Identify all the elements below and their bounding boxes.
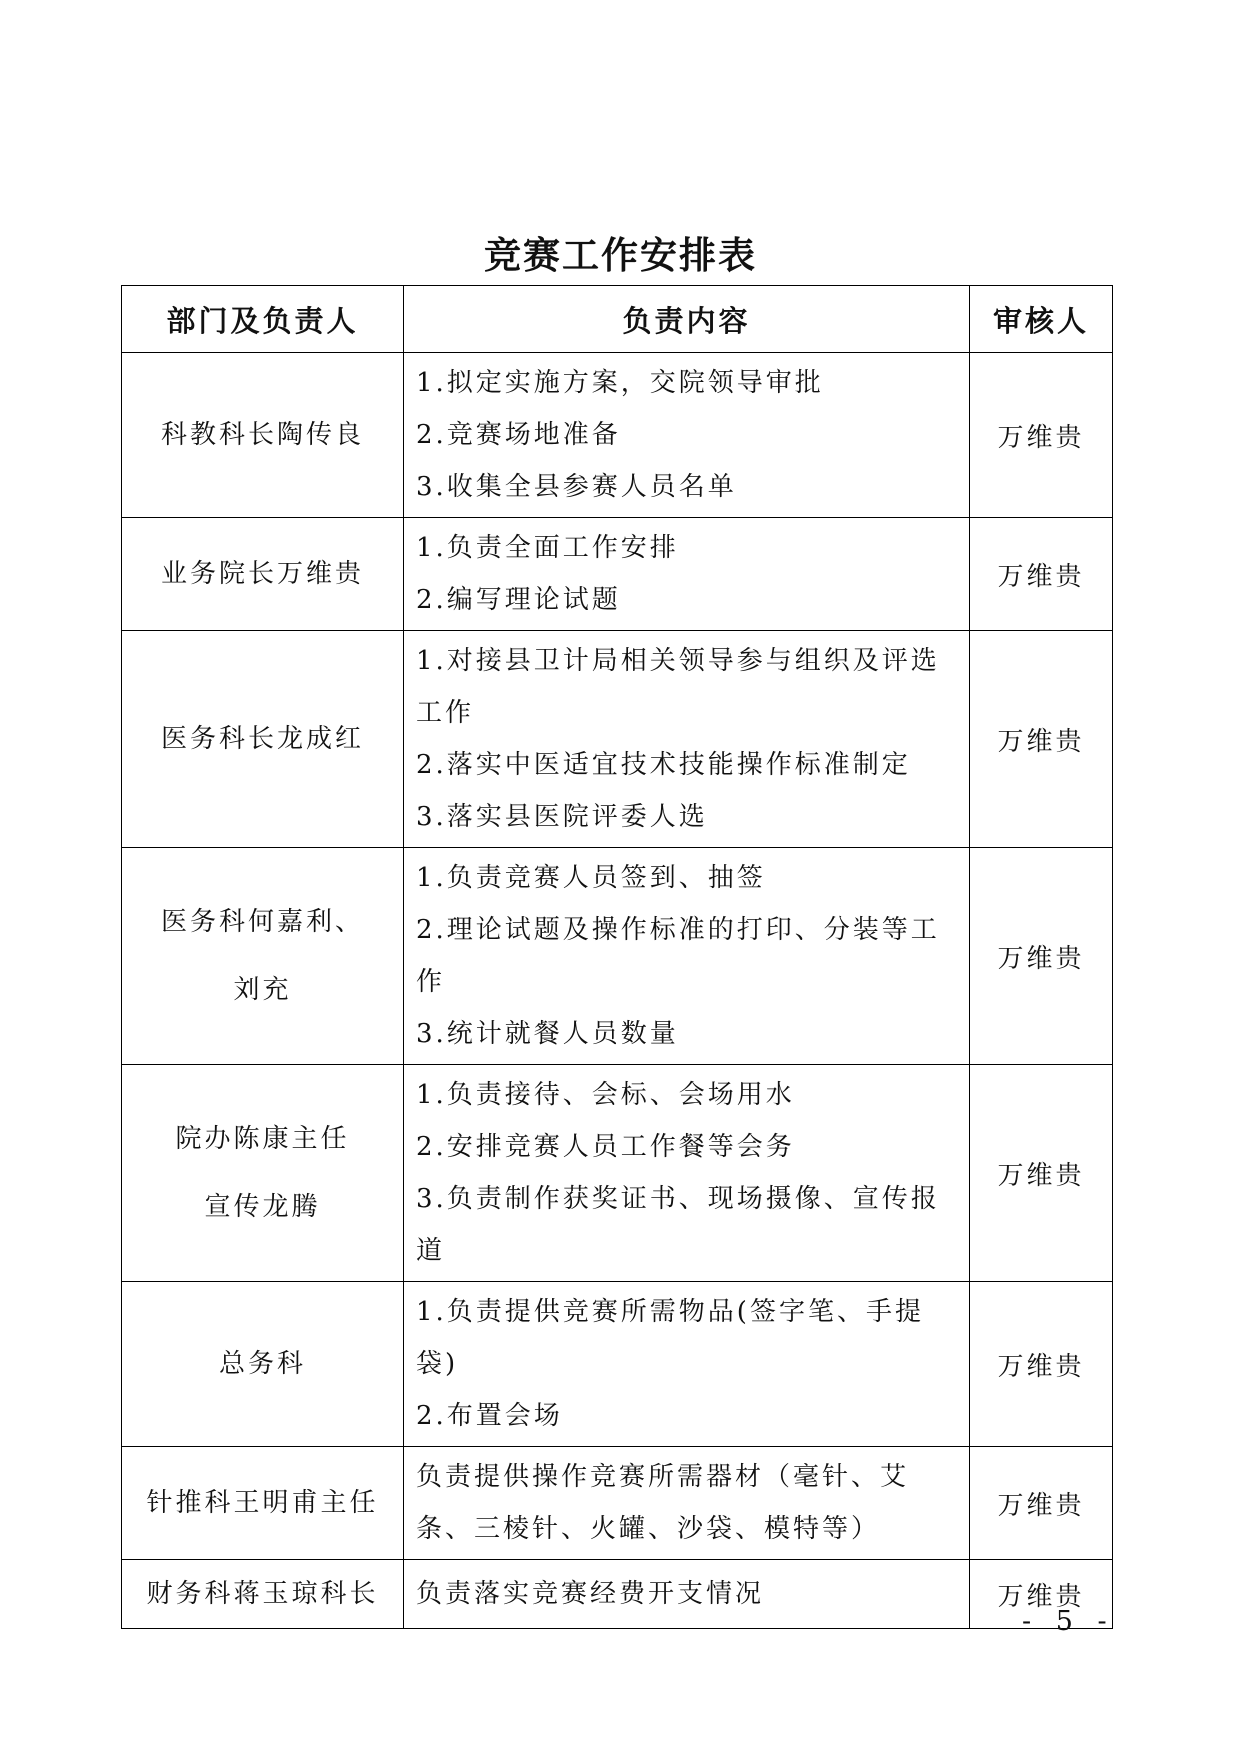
table-row [122,353,1113,518]
department-cell [122,1560,404,1629]
responsibility-item: 2.编写理论试题 [416,585,621,615]
department-cell [122,631,404,848]
department-line: 医务科长龙成红 [160,724,364,754]
page-number: - 5 - [1022,1606,1115,1637]
reviewer-cell: 万维贵 [970,1560,1113,1629]
reviewer-cell: 万维贵 [970,518,1113,631]
responsibility-item: 1.负责全面工作安排 [416,533,679,563]
department-line: 院办陈康主任 [175,1124,350,1154]
table-row [122,1065,1113,1282]
department-cell [122,1065,404,1282]
department-cell [122,353,404,518]
responsibility-item: 负责落实竞赛经费开支情况 [416,1579,765,1609]
table-row [122,848,1113,1065]
reviewer-cell: 万维贵 [970,353,1113,518]
responsibility-cell [404,631,970,848]
responsibility-item: 2.落实中医适宜技术技能操作标准制定 [416,750,911,780]
table-row [122,518,1113,631]
responsibility-cell [404,1560,970,1629]
responsibility-cell [404,1282,970,1447]
reviewer-cell: 万维贵 [970,1447,1113,1560]
department-cell [122,1282,404,1447]
responsibility-item: 3.统计就餐人员数量 [416,1019,679,1049]
responsibility-item: 1.负责竞赛人员签到、抽签 [416,863,766,893]
table-row [122,631,1113,848]
reviewer-cell: 万维贵 [970,848,1113,1065]
responsibility-item: 2.理论试题及操作标准的打印、分装等工作 [416,915,940,997]
responsibility-item: 3.收集全县参赛人员名单 [416,472,737,502]
department-line: 总务科 [218,1349,306,1379]
responsibility-item: 2.竞赛场地准备 [416,420,621,450]
responsibility-item: 1.负责接待、会标、会场用水 [416,1080,795,1110]
responsibility-item: 1.对接县卫计局相关领导参与组织及评选工作 [416,646,940,728]
department-line: 刘充 [233,975,292,1005]
work-arrangement-table [121,285,1113,1629]
responsibility-cell [404,1447,970,1560]
responsibility-cell [404,353,970,518]
document-title: 竞赛工作安排表 [484,234,757,277]
department-line: 业务院长万维贵 [160,559,364,589]
department-line: 科教科长陶传良 [160,420,364,450]
reviewer-cell: 万维贵 [970,1282,1113,1447]
responsibility-item: 3.落实县医院评委人选 [416,802,708,832]
responsibility-item: 1.负责提供竞赛所需物品(签字笔、手提袋) [416,1297,924,1379]
header-department: 部门及负责人 [122,286,404,353]
department-line: 财务科蒋玉琼科长 [146,1579,379,1609]
table-row [122,1447,1113,1560]
reviewer-cell: 万维贵 [970,631,1113,848]
table-row [122,1282,1113,1447]
responsibility-item: 3.负责制作获奖证书、现场摄像、宣传报道 [416,1184,940,1266]
department-cell [122,518,404,631]
responsibility-item: 1.拟定实施方案，交院领导审批 [416,368,824,398]
responsibility-item: 2.布置会场 [416,1401,563,1431]
department-cell [122,1447,404,1560]
table-row [122,1560,1113,1629]
responsibility-item: 2.安排竞赛人员工作餐等会务 [416,1132,795,1162]
responsibility-item: 负责提供操作竞赛所需器材（毫针、艾条、三棱针、火罐、沙袋、模特等） [416,1462,910,1544]
responsibility-cell [404,518,970,631]
header-reviewer: 审核人 [970,286,1113,353]
reviewer-cell: 万维贵 [970,1065,1113,1282]
department-line: 医务科何嘉利、 [160,907,364,937]
department-line: 宣传龙腾 [204,1192,321,1222]
table-header-row [122,286,1113,353]
header-responsibility: 负责内容 [404,286,970,353]
responsibility-cell [404,1065,970,1282]
department-cell [122,848,404,1065]
department-line: 针推科王明甫主任 [146,1488,379,1518]
responsibility-cell [404,848,970,1065]
